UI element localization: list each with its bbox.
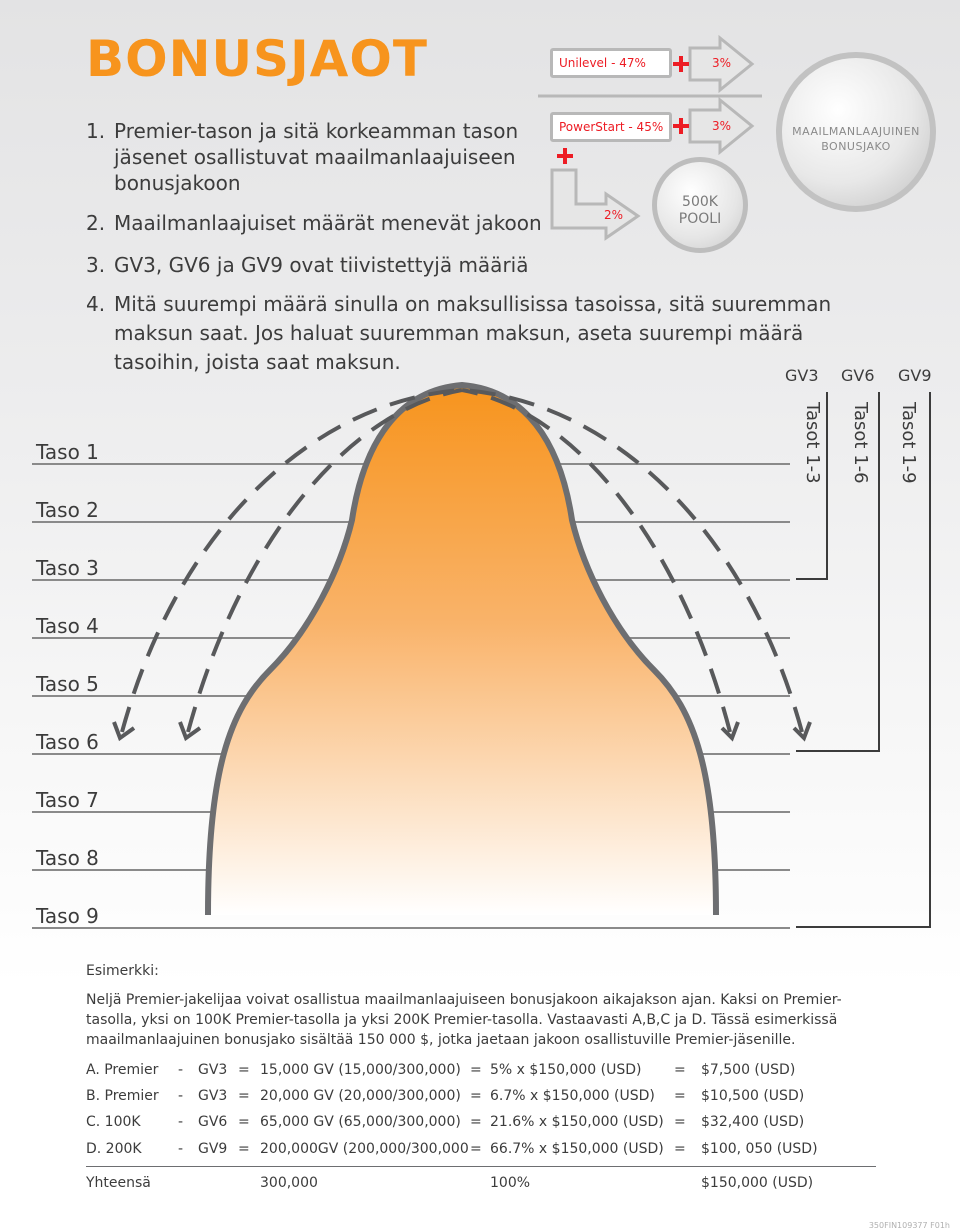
table-cell: B. Premier — [86, 1088, 159, 1104]
pct-bottom: 2% — [604, 208, 624, 222]
table-cell: D. 200K — [86, 1141, 142, 1157]
level-label: Taso 5 — [36, 672, 99, 696]
point-4: 4. Mitä suurempi määrä sinulla on maksullisissa tasoissa, sitä suuremman maksun saat. Jos haluat suuremman maksun, aseta suurempi määrä tasoihin, joista saat maksun. — [86, 292, 832, 374]
table-cell: - — [178, 1141, 184, 1157]
level-label: Taso 2 — [36, 498, 99, 522]
footer-code: 350FIN109377 F01h — [868, 1221, 950, 1230]
gv-header: GV9 — [898, 366, 932, 385]
pct-top: 3% — [712, 56, 732, 70]
plus-icon — [673, 56, 689, 72]
table-row — [86, 1141, 886, 1161]
table-cell: = — [238, 1114, 250, 1130]
level-label: Taso 1 — [36, 440, 99, 464]
table-cell: GV3 — [198, 1088, 228, 1104]
table-cell: 15,000 GV (15,000/300,000) — [260, 1062, 461, 1078]
table-cell: 20,000 GV (20,000/300,000) — [260, 1088, 461, 1104]
table-cell: - — [178, 1062, 184, 1078]
table-row — [86, 1062, 886, 1082]
tasot-label: Tasot 1-6 — [850, 402, 871, 484]
level-label: Taso 6 — [36, 730, 99, 754]
table-cell: C. 100K — [86, 1114, 141, 1130]
table-cell: $7,500 (USD) — [701, 1062, 796, 1078]
table-cell: = — [674, 1141, 686, 1157]
level-label: Taso 9 — [36, 904, 99, 928]
bonus-bell-diagram — [100, 370, 820, 930]
bent-arrow-icon — [552, 170, 638, 238]
page-title: BONUSJAOT — [86, 30, 428, 88]
level-label: Taso 4 — [36, 614, 99, 638]
table-cell: = — [470, 1088, 482, 1104]
bracket-gv9 — [796, 392, 931, 928]
table-cell: GV9 — [198, 1141, 228, 1157]
table-cell: 66.7% x $150,000 (USD) — [490, 1141, 664, 1157]
table-row — [86, 1088, 886, 1108]
table-cell: 5% x $150,000 (USD) — [490, 1062, 642, 1078]
table-cell: 6.7% x $150,000 (USD) — [490, 1088, 655, 1104]
table-cell: GV6 — [198, 1114, 228, 1130]
table-cell: = — [470, 1114, 482, 1130]
table-cell: 65,000 GV (65,000/300,000) — [260, 1114, 461, 1130]
table-cell: = — [238, 1062, 250, 1078]
total-divider — [86, 1166, 876, 1167]
total-row: Yhteensä 300,000 100% $150,000 (USD) — [86, 1175, 814, 1191]
plus-icon — [673, 118, 689, 134]
unilevel-pill: Unilevel - 47% — [550, 48, 672, 78]
table-cell: = — [238, 1088, 250, 1104]
table-cell: = — [674, 1088, 686, 1104]
powerstart-pill: PowerStart - 45% — [550, 112, 672, 142]
table-cell: 21.6% x $150,000 (USD) — [490, 1114, 664, 1130]
table-cell: $100, 050 (USD) — [701, 1141, 818, 1157]
level-label: Taso 8 — [36, 846, 99, 870]
table-cell: = — [674, 1062, 686, 1078]
level-label: Taso 7 — [36, 788, 99, 812]
tasot-label: Tasot 1-3 — [802, 402, 823, 484]
table-cell: = — [470, 1141, 482, 1157]
example-paragraph: Neljä Premier-jakelijaa voivat osallistua maailmanlaajuiseen bonusjakoon aikajakson ajan. Kaksi on Premier-tasolla, yksi on 100K Premier-tasolla ja yksi 200K Premier-tasolla. Vastaavasti A,B,C ja D. Tässä esimerkissä maailmanlaajuinen bonusjako sisältää 150 000 $, jotka jaetaan jakoon osallistuville Premier-jäsenille. — [86, 992, 842, 1048]
point-2: 2. Maailmanlaajuiset määrät menevät jakoon — [86, 211, 542, 235]
table-cell: $32,400 (USD) — [701, 1114, 805, 1130]
table-cell: - — [178, 1088, 184, 1104]
table-cell: 200,000GV (200,000/300,000 — [260, 1141, 469, 1157]
table-cell: = — [674, 1114, 686, 1130]
example-heading: Esimerkki: — [86, 963, 159, 979]
table-cell: = — [238, 1141, 250, 1157]
tasot-label: Tasot 1-9 — [898, 402, 919, 484]
level-label: Taso 3 — [36, 556, 99, 580]
pool-circle: 500K POOLI — [652, 157, 748, 253]
table-cell: A. Premier — [86, 1062, 159, 1078]
table-cell: $10,500 (USD) — [701, 1088, 805, 1104]
pct-mid: 3% — [712, 119, 732, 133]
table-cell: - — [178, 1114, 184, 1130]
gv-header: GV3 — [785, 366, 819, 385]
globe-icon: MAAILMANLAAJUINEN BONUSJAKO — [776, 52, 936, 212]
table-cell: GV3 — [198, 1062, 228, 1078]
point-3: 3. GV3, GV6 ja GV9 ovat tiivistettyjä määriä — [86, 253, 529, 277]
table-row — [86, 1114, 886, 1134]
plus-icon — [557, 148, 573, 164]
gv-header: GV6 — [841, 366, 875, 385]
point-1: 1. Premier-tason ja sitä korkeamman tason jäsenet osallistuvat maailmanlaajuiseen bonusjakoon — [86, 119, 519, 195]
table-cell: = — [470, 1062, 482, 1078]
